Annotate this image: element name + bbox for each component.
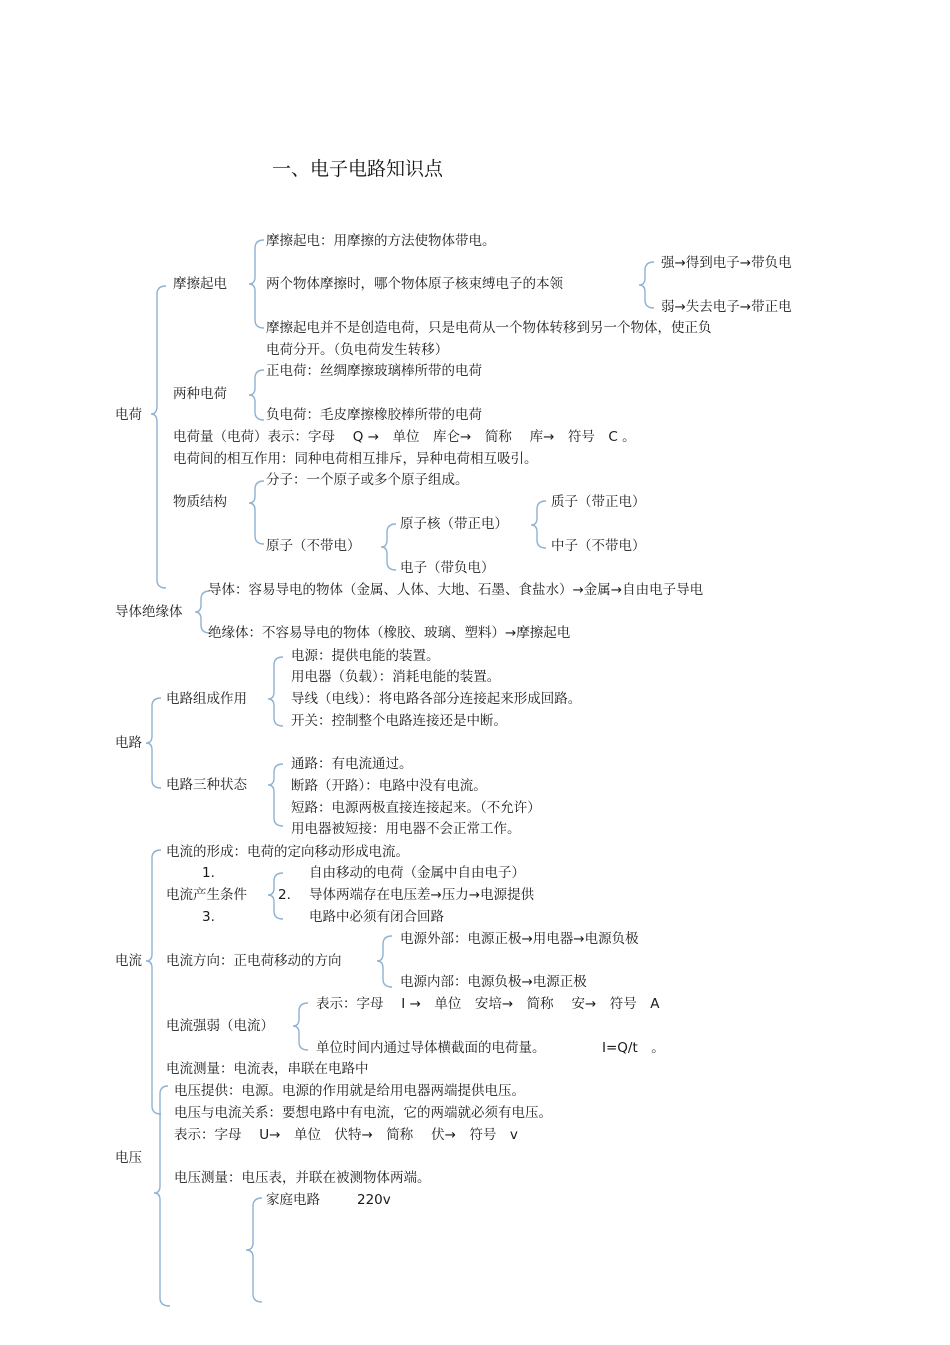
strength-representation: 表示：字母 I → 单位 安培→ 简称 安→ 符号 A xyxy=(316,996,660,1012)
condition-item: 导体两端存在电压差→压力→电源提供 xyxy=(309,887,535,903)
composition-label: 电路组成作用 xyxy=(166,691,247,707)
direction-outside: 电源外部：电源正极→用电器→电源负极 xyxy=(400,931,639,947)
state-item: 通路：有电流通过。 xyxy=(291,756,413,772)
strength-definition: 单位时间内通过导体横截面的电荷量。 xyxy=(316,1040,546,1056)
voltage-source: 电压提供：电源。电源的作用就是给用电器两端提供电压。 xyxy=(174,1083,525,1099)
conductor-label: 导体绝缘体 xyxy=(115,604,183,620)
structure-molecule: 分子：一个原子或多个原子组成。 xyxy=(266,472,469,488)
state-item: 短路：电源两极直接连接起来。（不允许） xyxy=(291,800,541,816)
voltage-measure: 电压测量：电压表，并联在被测物体两端。 xyxy=(174,1170,431,1186)
bracket-current xyxy=(146,850,161,1114)
charge-interaction: 电荷间的相互作用：同种电荷相互排斥，异种电荷相互吸引。 xyxy=(173,451,538,467)
condition-item: 自由移动的电荷（金属中自由电子） xyxy=(309,865,525,881)
direction-label: 电流方向：正电荷移动的方向 xyxy=(166,953,342,969)
composition-item: 导线（电线）：将电路各部分连接起来形成回路。 xyxy=(291,691,582,707)
structure-electron: 电子（带负电） xyxy=(400,560,495,576)
strength-formula: I=Q/t 。 xyxy=(602,1040,665,1056)
page-title: 一、电子电路知识点 xyxy=(272,158,444,180)
current-formation: 电流的形成：电荷的定向移动形成电流。 xyxy=(166,844,409,860)
friction-note-line-2: 电荷分开。（负电荷发生转移） xyxy=(266,342,449,358)
bracket-direction xyxy=(377,936,392,987)
states-label: 电路三种状态 xyxy=(166,777,247,793)
bracket-structure xyxy=(249,481,264,544)
friction-note-line-1: 摩擦起电并不是创造电荷，只是电荷从一个物体转移到另一个物体，使正负 xyxy=(266,320,712,336)
friction-weak: 弱→失去电子→带正电 xyxy=(661,299,792,315)
friction-strong: 强→得到电子→带负电 xyxy=(661,255,792,271)
bracket-two-kinds xyxy=(249,370,264,420)
composition-item: 用电器（负载）：消耗电能的装置。 xyxy=(291,669,501,685)
structure-neutron: 中子（不带电） xyxy=(551,538,646,554)
condition-number: 1. xyxy=(202,865,215,881)
household-label: 家庭电路 xyxy=(266,1192,320,1208)
structure-atom: 原子（不带电） xyxy=(266,538,361,554)
current-label: 电流 xyxy=(115,953,142,969)
bracket-strong-weak xyxy=(639,262,654,308)
household-value: 220v xyxy=(357,1192,391,1208)
structure-nucleus: 原子核（带正电） xyxy=(400,516,508,532)
conductor-definition: 导体：容易导电的物体（金属、人体、大地、石墨、食盐水）→金属→自由电子导电 xyxy=(208,582,704,598)
negative-charge: 负电荷：毛皮摩擦橡胶棒所带的电荷 xyxy=(266,407,482,423)
friction-definition: 摩擦起电：用摩擦的方法使物体带电。 xyxy=(266,233,496,249)
bracket-nucleus xyxy=(531,501,546,548)
voltage-representation: 表示：字母 U→ 单位 伏特→ 简称 伏→ 符号 v xyxy=(174,1127,518,1143)
strength-label: 电流强弱（电流） xyxy=(166,1018,274,1034)
bracket-voltage xyxy=(154,1086,170,1306)
bracket-household xyxy=(246,1198,262,1302)
bracket-composition xyxy=(268,657,283,726)
bracket-states xyxy=(268,764,283,826)
two-kinds-label: 两种电荷 xyxy=(173,386,227,402)
conditions-label: 电流产生条件 xyxy=(166,887,247,903)
state-item: 用电器被短接：用电器不会正常工作。 xyxy=(291,821,521,837)
condition-number: 3. xyxy=(202,909,215,925)
bracket-atom xyxy=(381,524,396,570)
bracket-strength xyxy=(293,1003,308,1050)
voltage-relation: 电压与电流关系：要想电路中有电流，它的两端就必须有电压。 xyxy=(174,1105,552,1121)
charge-label: 电荷 xyxy=(115,407,142,423)
composition-item: 电源：提供电能的装置。 xyxy=(291,648,440,664)
circuit-label: 电路 xyxy=(115,735,142,751)
bracket-circuit xyxy=(146,698,161,788)
voltage-label: 电压 xyxy=(115,1150,142,1166)
friction-rubbing: 两个物体摩擦时，哪个物体原子核束缚电子的本领 xyxy=(266,276,563,292)
direction-inside: 电源内部：电源负极→电源正极 xyxy=(400,974,587,990)
condition-item: 电路中必须有闭合回路 xyxy=(309,909,444,925)
bracket-friction xyxy=(249,240,264,328)
current-measure: 电流测量：电流表，串联在电路中 xyxy=(166,1061,369,1077)
composition-item: 开关：控制整个电路连接还是中断。 xyxy=(291,713,507,729)
bracket-charge xyxy=(151,286,166,588)
insulator-definition: 绝缘体：不容易导电的物体（橡胶、玻璃、塑料）→摩擦起电 xyxy=(208,625,571,641)
condition-number: 2. xyxy=(278,887,291,903)
charge-quantity: 电荷量（电荷）表示：字母 Q → 单位 库仑→ 简称 库→ 符号 C 。 xyxy=(173,429,636,445)
structure-label: 物质结构 xyxy=(173,494,227,510)
state-item: 断路（开路）：电路中没有电流。 xyxy=(291,778,487,794)
positive-charge: 正电荷：丝绸摩擦玻璃棒所带的电荷 xyxy=(266,363,482,379)
friction-label: 摩擦起电 xyxy=(173,276,227,292)
structure-proton: 质子（带正电） xyxy=(551,494,646,510)
